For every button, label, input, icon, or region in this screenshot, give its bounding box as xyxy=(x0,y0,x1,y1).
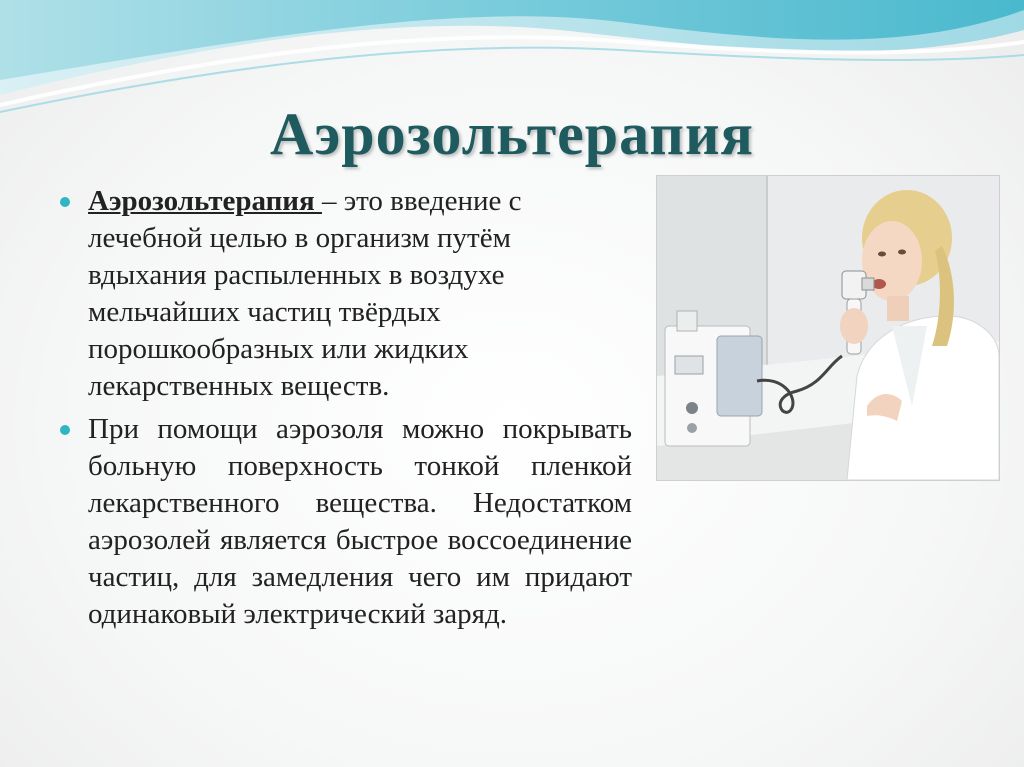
inhaler-illustration xyxy=(657,176,999,480)
description-text: При помощи аэрозоля можно покрывать больную поверхность тонкой пленкой лекарственного вещества. Недостатком аэрозолей является быстрое воссоединение частиц, для замедления чего им придают одинаковый электрический заряд. xyxy=(88,413,632,630)
bullet-definition xyxy=(60,183,632,405)
slide-title: Аэрозольтерапия xyxy=(270,101,754,167)
bullet-description xyxy=(60,411,632,633)
definition-term: Аэрозольтерапия xyxy=(88,185,322,217)
slide-content xyxy=(60,183,632,633)
bullet-dot-icon xyxy=(60,197,70,207)
definition-text: – это введение с лечебной целью в организм путём вдыхания распыленных в воздухе мельчайших частиц твёрдых порошкообразных или жидких лекарственных веществ. xyxy=(88,185,522,402)
bullet-dot-icon xyxy=(60,425,70,435)
inhaler-photo xyxy=(656,175,1000,481)
